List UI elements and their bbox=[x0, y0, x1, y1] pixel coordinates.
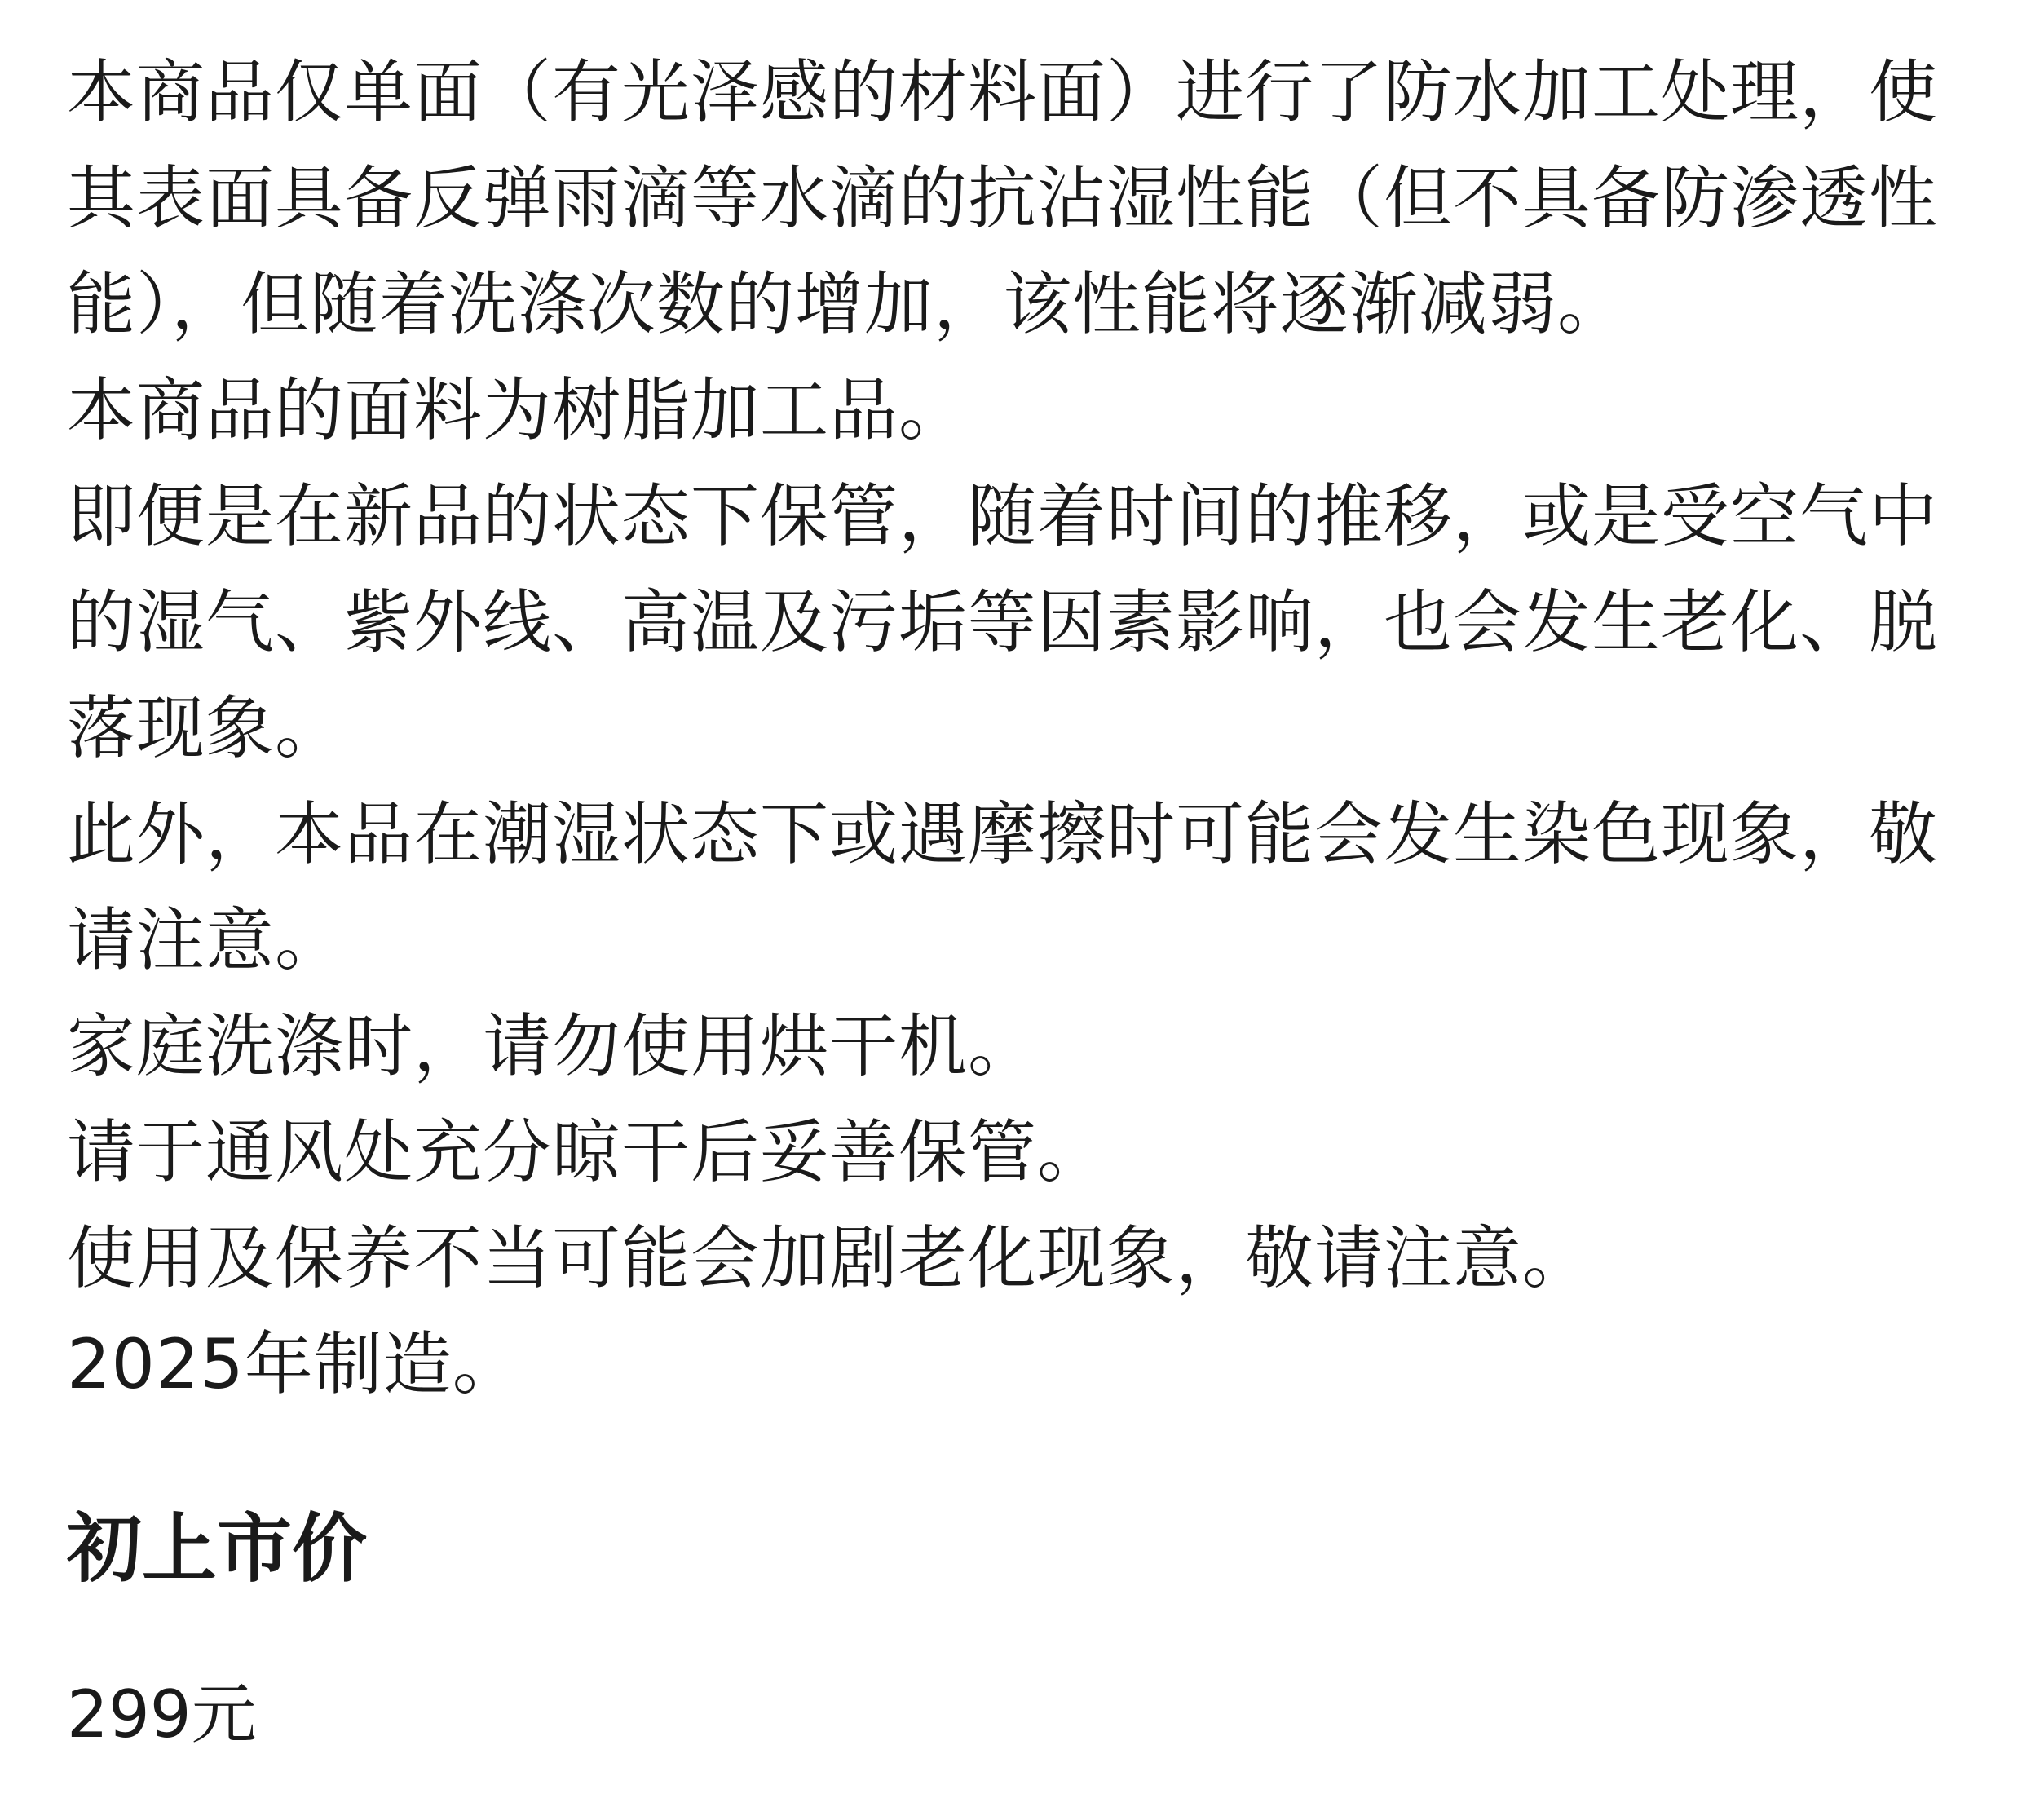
cut-off-text-line bbox=[67, 16, 1975, 39]
description-paragraph-dryer: 家庭洗涤时，请勿使用烘干机。 bbox=[67, 1006, 1038, 1086]
price-value: 299元 bbox=[67, 1676, 257, 1752]
price-heading: 初上市价 bbox=[67, 1505, 368, 1592]
description-paragraph-waterproof: 本商品仅单面（有光泽感的材料面）进行了防水加工处理，使其表面具备反弹雨滴等水滴的抗沾湿性能（但不具备防渗透性能），但随着洗涤次数的增加，该性能将逐渐减弱。 bbox=[67, 52, 1939, 344]
description-paragraph-manufacture-year: 2025年制造。 bbox=[67, 1324, 522, 1404]
description-paragraph-aging: 即便是在新品的状态下保管，随着时间的推移，或是受空气中的湿气、紫外线、高温及污垢等因素影响，也会发生老化、脱落现象。 bbox=[67, 476, 1939, 768]
product-description bbox=[67, 16, 1975, 1417]
description-paragraph-dye: 此外，本品在潮湿状态下或遇摩擦时可能会发生染色现象，敬请注意。 bbox=[67, 794, 1939, 980]
description-paragraph-care: 使用及保养不当可能会加剧老化现象，敬请注意。 bbox=[67, 1218, 1592, 1298]
description-paragraph-material: 本商品的面料为树脂加工品。 bbox=[67, 370, 969, 450]
description-paragraph-storage: 请于通风处充分晾干后妥善保管。 bbox=[67, 1112, 1107, 1192]
